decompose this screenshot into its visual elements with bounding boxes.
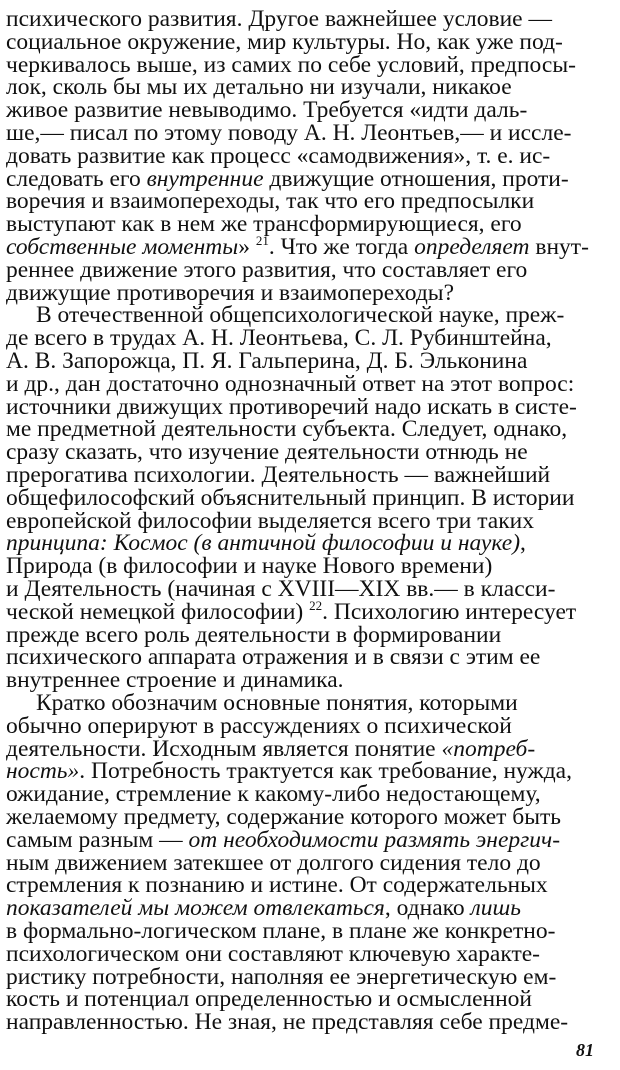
text-span: довать развитие как процесс «самодвижения», т. е. ис- <box>6 142 551 169</box>
text-span: Природа (в философии и науке Нового времени) <box>6 553 493 580</box>
text-span: . Психологию интересует <box>322 598 577 625</box>
text-span: психического развития. Другое важнейшее условие — <box>6 6 552 32</box>
text-span: самым разным — <box>6 826 189 853</box>
emphasis-text: от необходимости размять энергич- <box>188 826 561 853</box>
text-span: психологическом они составляют ключевую характе- <box>6 940 540 967</box>
text-span: социальное окружение, мир культуры. Но, как уже под- <box>6 28 563 55</box>
text-span: европейской философии выделяется всего три таких <box>6 507 534 534</box>
text-span: » <box>238 234 256 260</box>
text-span: следовать его <box>6 165 147 192</box>
text-span: желаемому предмету, содержание которого может быть <box>6 804 562 830</box>
emphasis-text: ность» <box>6 758 80 785</box>
text-span: движущие отношения, проти- <box>263 165 569 192</box>
text-span: В отечественной общепсихологической науке, преж- <box>36 302 565 329</box>
footnote-ref: 21 <box>255 233 269 248</box>
text-span: ме предметной деятельности субъекта. Следует, однако, <box>6 416 568 443</box>
text-span: А. В. Запорожца, П. Я. Гальперина, Д. Б. Эльконина <box>6 348 528 374</box>
text-span: ческой немецкой философии) <box>6 598 310 625</box>
text-span: . Потребность трактуется как требование, нужда, <box>79 758 572 785</box>
emphasis-text: лишь <box>470 895 521 922</box>
text-span: внутреннее строение и динамика. <box>6 667 344 694</box>
text-span: психического аппарата отражения и в связи с этим ее <box>6 644 541 671</box>
text-span: и др., дан достаточно однозначный ответ на этот вопрос: <box>6 370 575 397</box>
text-span: стремления к познанию и истине. От содержательных <box>6 872 548 899</box>
text-span: реннее движение этого развития, что составляет его <box>6 256 528 283</box>
text-span: выступают как в нем же трансформирующиеся, его <box>6 211 522 238</box>
text-span: и Деятельность (начиная с XVIII—XIX вв.— в класси- <box>6 576 556 602</box>
text-line <box>6 1009 608 1035</box>
emphasis-text: принципа: Космос (в античной философии и науке) <box>6 530 521 557</box>
emphasis-text: внутренние <box>146 165 264 192</box>
text-span: , однако <box>384 895 471 922</box>
text-span: кость и потенциал определенностью и осмысленной <box>6 986 533 1013</box>
text-span: деятельности. Исходным является понятие <box>6 735 442 762</box>
emphasis-text: собственные моменты <box>6 234 239 260</box>
text-span: сразу сказать, что изучение деятельности отнюдь не <box>6 439 528 466</box>
text-span: живое развитие невыводимо. Требуется «идти даль- <box>6 97 528 124</box>
footnote-ref: 22 <box>309 597 323 613</box>
text-span: в формально-логическом плане, в плане же конкретно- <box>6 918 556 944</box>
text-span: ристику потребности, наполняя ее энергетическую ем- <box>6 963 557 990</box>
text-span: лок, сколь бы мы их детально ни изучали, никакое <box>6 74 512 101</box>
text-span: Кратко обозначим основные понятия, которыми <box>36 690 518 716</box>
page-number: 81 <box>576 1040 594 1060</box>
text-span: направленностью. Не зная, не представляя себе предме- <box>6 1009 569 1036</box>
text-span: черкивалось выше, из самих по себе условий, предпосы- <box>6 51 576 78</box>
emphasis-text: показателей мы можем отвлекаться <box>6 895 385 922</box>
text-span: воречия и взаимопереходы, так что его предпосылки <box>6 188 535 215</box>
text-span: ожидание, стремление к какому-либо недостающему, <box>6 781 541 808</box>
text-span: обычно оперируют в рассуждениях о психической <box>6 712 512 739</box>
text-span: де всего в трудах А. Н. Леонтьева, С. Л. Рубинштейна, <box>6 325 552 352</box>
text-span: общефилософский объяснительный принцип. В истории <box>6 484 575 511</box>
text-span: движущие противоречия и взаимопереходы? <box>6 279 455 306</box>
text-span: ным движением затекшее от долгого сидения тело до <box>6 849 541 876</box>
text-span: ше,— писал по этому поводу А. Н. Леонтьев,— и иссле- <box>6 120 572 146</box>
emphasis-text: определяет <box>414 234 530 260</box>
text-span: , <box>520 530 526 557</box>
emphasis-text: «потреб- <box>441 735 536 762</box>
text-span: прерогатива психологии. Деятельность — важнейший <box>6 462 551 488</box>
text-span: источники движущих противоречий надо искать в систе- <box>6 393 577 420</box>
text-span: . Что же тогда <box>268 234 415 260</box>
text-span: прежде всего роль деятельности в формировании <box>6 621 502 648</box>
text-span: внут- <box>529 234 589 260</box>
